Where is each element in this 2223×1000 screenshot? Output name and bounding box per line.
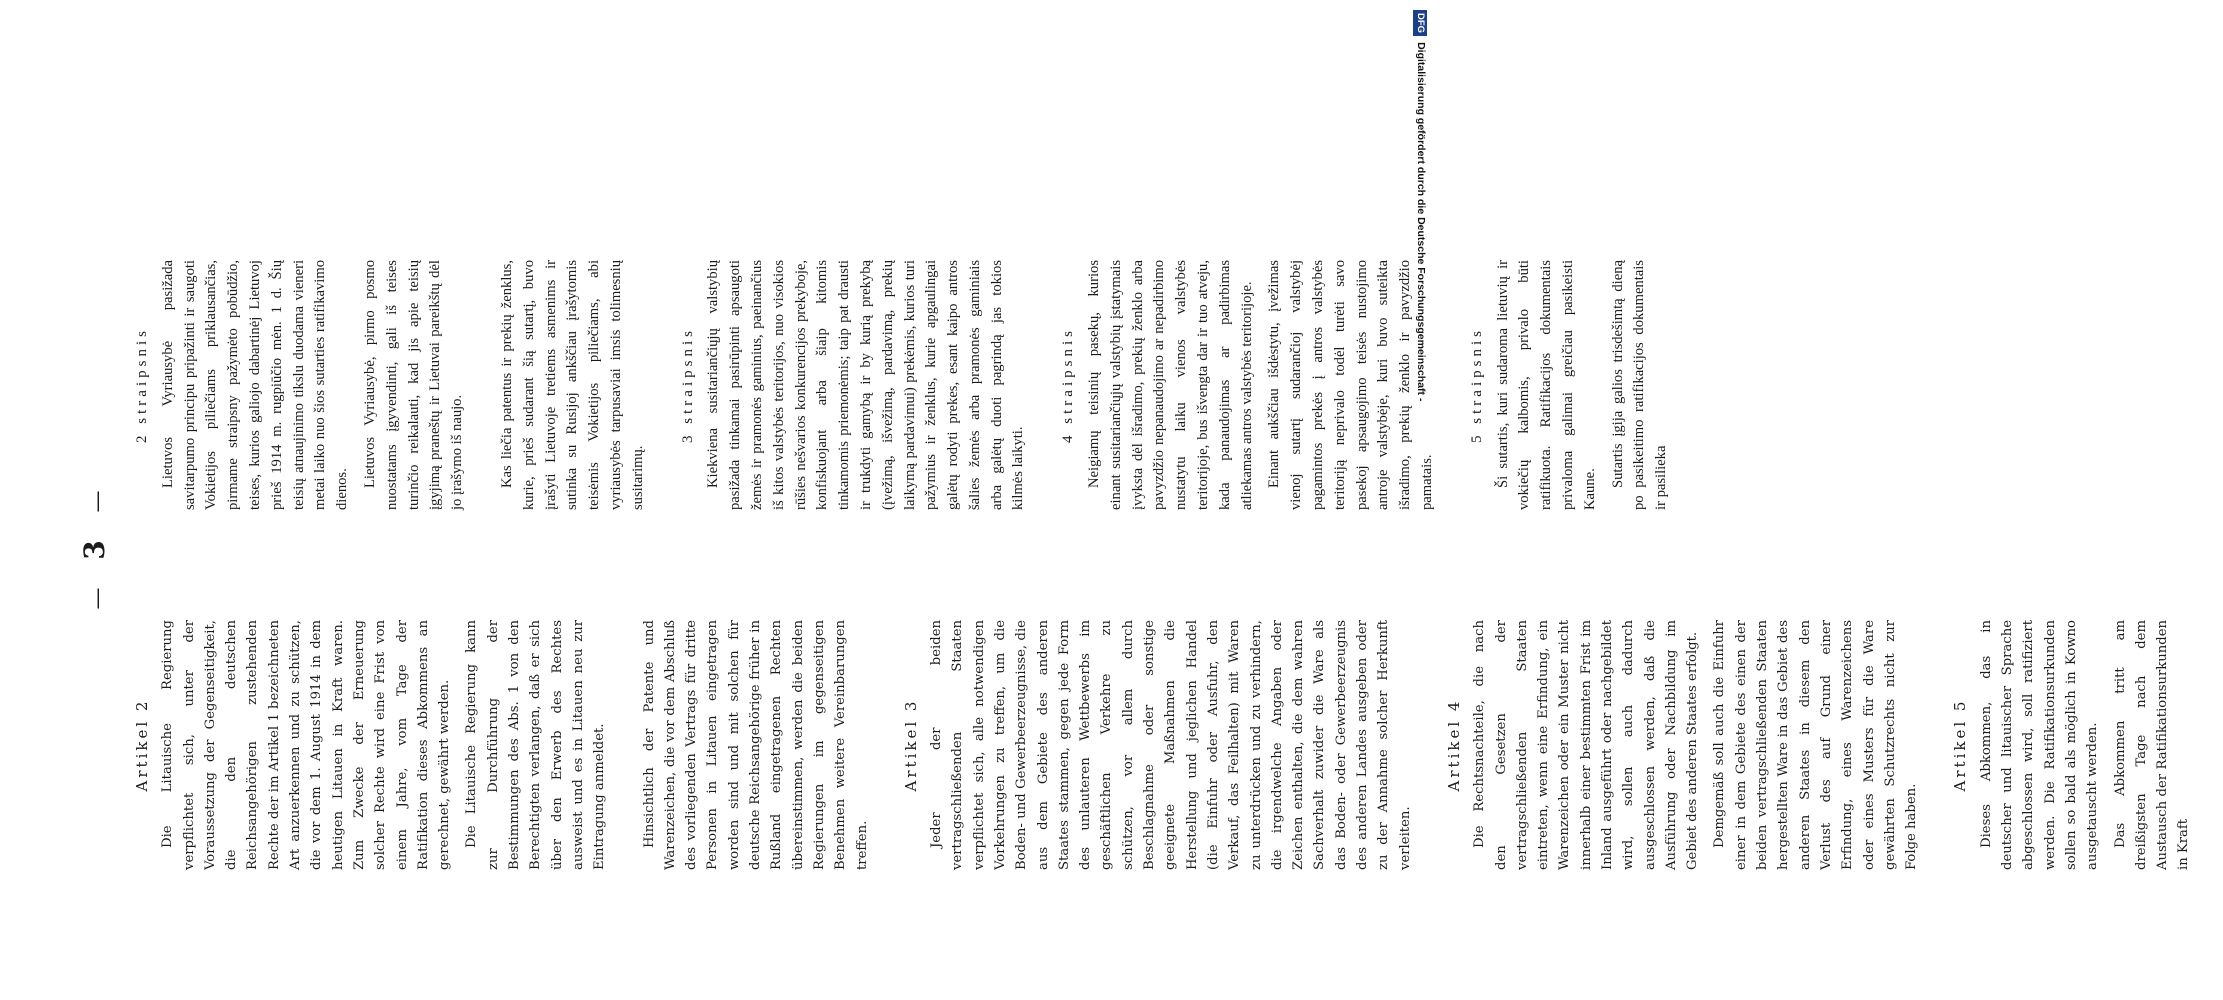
paragraph: Die Litauische Regierung kann zur Durchführung der Bestimmungen des Abs. 1 von den Berechtigten verlangen, daß er sich über den Erwerb des Rechtes ausweist und es in Litauen neu zur Eintragung anmeldet.	[464, 620, 608, 870]
paragraph: Demgemäß soll auch die Einfuhr einer in dem Gebiete des einen der beiden vertragschließenden Staaten hergestellten Ware in das Gebiet des anderen Staates in diesem den Verlust des auf Grund einer Erfindung, eines Warenzeichens oder eines Musters für die Ware gewährten Schutzrechts nicht zur Folge haben.	[1712, 620, 1920, 870]
paragraph: Sutartis įgija galios trisdešimtą dieną po pasikeitimo ratifikacijos dokumentais ir pasilieka	[1609, 260, 1670, 510]
lithuanian-article-4	[1058, 260, 1439, 510]
article-title: Artikel 2	[133, 698, 151, 792]
paragraph: Jeder der beiden vertragschließenden Staaten verpflichtet sich, alle notwendigen Vorkehrungen zu treffen, um die Boden- und Gewerbeerzeugnisse, die aus dem Gebiete des anderen Staates stammen, gegen jede Form des unlauteren Wettbewerbs im geschäftlichen Verkehre zu schützen, vor allem durch Beschlagnahme oder sonstige geeignete Maßnahmen die Herstellung und jeglichen Handel (die Einfuhr oder Ausfuhr, den Verkauf, das Feilhalten) mit Waren zu unterdrücken und zu verhindern, die irgendwelche Angaben oder Zeichen enthalten, die dem wahren Sachverhalt zuwider die Ware als das Boden- oder Gewerbeerzeugnis des anderen Landes ausgeben oder zu der Annahme solcher Herkunft verleiten.	[929, 620, 1413, 870]
paragraph: Lietuvos Vyriausybė, pirmo posmo nuostatams įgyvendinti, gali iš teises turinčio reikalauti, kad jis apie teisių įgyjimą praneštų ir Lietuvai pareikštų dėl jo įrašymo iš naujo.	[361, 260, 466, 510]
paragraph: Einant aukščiau išdėstytu, įvežimas vienoj sutartį sudarančioj valstybėj pagamintos prekės į antros valstybės teritoriją neprivalo todėl turėti savo pasekoj apsaugojimo teisės nustojimo antroje valstybėje, kuri buvo suteikta išradimo, prekių ženklo ir pavyzdžio pamatais.	[1266, 260, 1436, 510]
paragraph: Ši sutartis, kuri sudaroma lietuvių ir vokiečių kalbomis, privalo būti ratifikuota. Ratifikacijos dokumentais privaloma galimai greičiau pasikeisti Kaune.	[1494, 260, 1598, 510]
article-title: Artikel 3	[901, 698, 920, 792]
lithuanian-article-3	[678, 260, 1031, 510]
header-dash-right: —	[85, 490, 110, 513]
lithuanian-article-5	[1467, 260, 1673, 510]
lithuanian-article-2-cont	[497, 260, 650, 510]
german-article-5	[1950, 620, 2194, 870]
page-header	[78, 120, 118, 980]
article-title: 2 straipsnis	[134, 327, 150, 443]
german-article-4	[1444, 620, 1923, 870]
article-title: 5 straipsnis	[1468, 327, 1485, 443]
page-number: 3	[78, 540, 111, 560]
article-title: Artikel 5	[1951, 698, 1970, 792]
lithuanian-column	[132, 260, 1701, 510]
paragraph: Die Litauische Regierung verpflichtet sich, unter der Voraussetzung der Gegenseitigkeit, die den deutschen Reichsangehörigen zustehenden Rechte der im Artikel 1 bezeichneten Art anzuerkennen und zu schützen, die vor dem 1. August 1914 in dem heutigen Litauen in Kraft waren. Zum Zwecke der Erneuerung solcher Rechte wird eine Frist von einem Jahre, vom Tage der Ratifikation dieses Abkommens an gerechnet, gewährt werden.	[160, 620, 453, 870]
header-dash-left: —	[85, 587, 110, 610]
german-article-2-cont	[639, 620, 873, 870]
article-title: 3 straipsnis	[679, 327, 696, 443]
stamp-text-block	[1412, 10, 1430, 402]
paragraph: Lietuvos Vyriausybė pasižada savitarpumo principu pripažinti ir saugoti Vokietijos piliečiams priklausančias, pirmame straipsny pažymėto pobūdžio, teises, kurios galiojo dabartinėj Lietuvoj prieš 1914 m. rugpiūčio mėn. 1 d. Šių teisių atnaujinimo tikslu duodama vieneri metai laiko nuo šios sutarties ratifikavimo dienos.	[159, 260, 351, 510]
article-title: 4 straipsnis	[1060, 327, 1077, 443]
german-article-2	[132, 620, 611, 870]
paragraph: Dieses Abkommen, das in deutscher und litauischer Sprache abgeschlossen wird, soll ratifiziert werden. Die Ratifikationsurkunden sollen so bald als möglich in Kowno ausgetauscht werden.	[1978, 620, 2101, 870]
paragraph: Kas liečia patentus ir prekių ženklus, kurie, prieš sudarant šią sutartį, buvo įrašyti Lietuvoje tretiems asmenims ir sutinka su Rusijoj ankščiau įrašytomis teisėmis Vokietijos piliečiams, abi vyriausybės tarpusaviai imsis tolimesnių susitarimų.	[498, 260, 646, 510]
paragraph: Hinsichtlich der Patente und Warenzeichen, die vor dem Abschluß des vorliegenden Vertrags für dritte Personen in Litauen eingetragen worden sind und mit solchen für deutsche Reichsangehörige früher in Rußland eingetragenen Rechten übereinstimmen, werden die beiden Regierungen im gegenseitigen Benehmen weitere Vereinbarungen treffen.	[641, 620, 870, 870]
digitization-stamp	[1412, 10, 1430, 402]
paragraph: Neigiamų teisinių pasekų, kurios einant susitariančiųjų valstybių įstatymais įvyksta dėl išradimo, prekių ženklo arba pavyzdžio nepanaudojimo ar nepadirbimo nustatytu laiku vienos valstybės teritorijoje, bus išvengta dar ir tuo atveju, kada panaudojimas ar padirbimas atliekamas antros valstybės teritorijoje.	[1086, 260, 1255, 510]
paragraph: Die Rechtsnachteile, die nach den Gesetzen der vertragschließenden Staaten eintreten, wenn eine Erfindung, ein Warenzeichen oder ein Muster nicht innerhalb einer bestimmten Frist im Inland ausgeführt oder nachgebildet wird, sollen auch dadurch ausgeschlossen werden, daß die Ausführung oder Nachbildung im Gebiet des anderen Staates erfolgt.	[1472, 620, 1701, 870]
lithuanian-article-2	[132, 260, 469, 510]
german-article-3	[901, 620, 1416, 870]
paragraph: Kiekviena susitariančiųjų valstybių pasižada tinkamai pasirūpinti apsaugoti žemės ir pramonės gaminius, paeinančius iš kitos valstybės teritorijos, nuo visokios rūšies nešvarios konkurencijos prekyboje, konfiskuojant arba šiaip kitomis tinkamomis priemonėmis; taip pat drausti ir trukdyti gamybą ir by kurią prekybą (įvežimą, išvežimą, pardavimą, prekių laikymą pardavimui) prekėmis, kurios turi pažymius ir ženklus, kurie apgaulingai galėtų rodyti prekes, esant kaipo antros šalies žemės arba pramonės gaminiais arba galėtų duoti pagrindą jas tokios kilmės laikyti.	[705, 260, 1027, 510]
paragraph: Das Abkommen tritt am dreißigsten Tage nach dem Austausch der Ratifikationsurkunden in Kraft	[2112, 620, 2192, 870]
stamp-text: Digitalisierung gefördert durch die Deutsche Forschungsgemeinschaft -	[1415, 42, 1427, 402]
dfg-logo: DFG	[1413, 10, 1427, 36]
article-title: Artikel 4	[1444, 698, 1463, 792]
german-column	[132, 620, 2223, 870]
